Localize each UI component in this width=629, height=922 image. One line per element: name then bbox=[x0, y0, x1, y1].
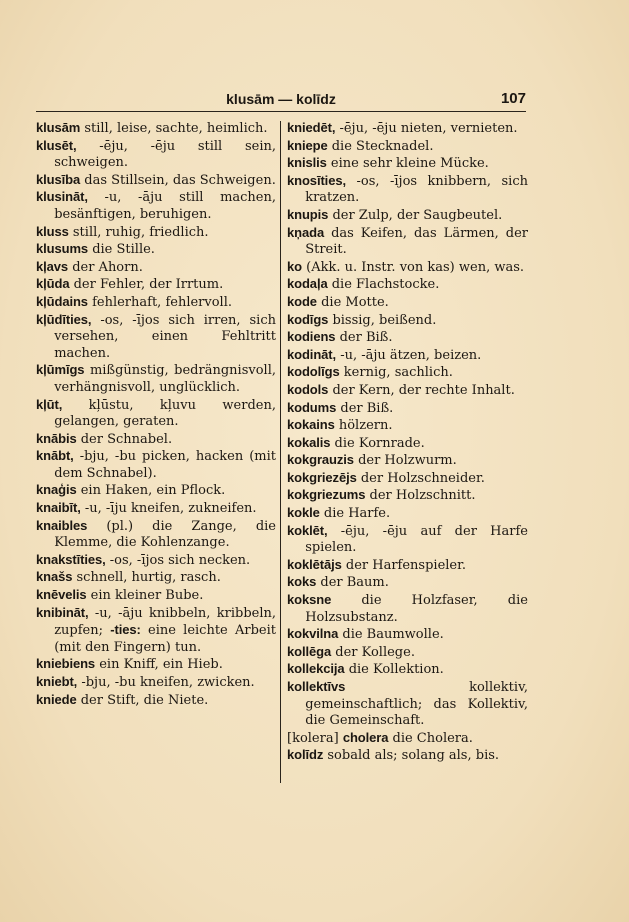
dictionary-entry bbox=[36, 500, 276, 518]
dictionary-entry bbox=[287, 382, 528, 400]
entry-prefix: [kolera] bbox=[287, 730, 339, 746]
page-number: 107 bbox=[500, 90, 526, 107]
entry-definition: (pl.) die Zange, die Klemme, die Kohlenzange. bbox=[54, 518, 276, 551]
entry-headword: knaibīt, bbox=[36, 500, 81, 516]
entry-definition: die Motte. bbox=[321, 294, 389, 310]
entry-definition: (Akk. u. Instr. von kas) wen, was. bbox=[306, 259, 525, 275]
running-head: klusām — kolīdz bbox=[226, 91, 336, 107]
dictionary-entry bbox=[287, 557, 528, 575]
entry-headword: kollektīvs bbox=[287, 679, 346, 694]
entry-headword: kniede bbox=[36, 691, 77, 707]
entry-headword: kņada bbox=[287, 224, 325, 240]
entry-definition: -u, -āju still machen, besänftigen, beruhigen. bbox=[54, 190, 276, 222]
dictionary-entry bbox=[36, 552, 276, 570]
entry-headword: kodināt, bbox=[287, 346, 337, 362]
entry-definition: die Baumwolle. bbox=[342, 627, 444, 643]
entry-definition: der Biß. bbox=[339, 330, 393, 346]
entry-headword: kodiens bbox=[287, 329, 336, 345]
entry-definition: kollektiv, gemeinschaftlich; das Kollektiv, die Gemeinschaft. bbox=[305, 680, 528, 729]
entry-definition: -os, -ījos knibbern, sich kratzen. bbox=[305, 173, 528, 206]
dictionary-entry bbox=[287, 452, 528, 470]
entry-definition: -ēju, -ēju nieten, vernieten. bbox=[339, 121, 518, 136]
entry-headword: kokgrauzis bbox=[287, 452, 354, 468]
dictionary-entry bbox=[36, 605, 276, 657]
dictionary-entry bbox=[36, 120, 276, 138]
entry-headword: kokalis bbox=[287, 434, 331, 450]
entry-headword: kļūdīties, bbox=[36, 311, 92, 327]
entry-definition: -u, -āju knibbeln, kribbeln, zupfen; bbox=[54, 605, 277, 639]
entry-definition: der Fehler, der Irrtum. bbox=[73, 277, 224, 293]
entry-definition: der Harfenspieler. bbox=[345, 557, 467, 573]
dictionary-entry bbox=[287, 487, 528, 505]
entry-definition: fehlerhaft, fehlervoll. bbox=[92, 294, 233, 310]
entry-definition: -os, -ījos sich irren, sich versehen, einen Fehltritt machen. bbox=[54, 312, 276, 361]
dictionary-entry bbox=[36, 312, 276, 363]
dictionary-entry bbox=[287, 592, 528, 626]
entry-definition: der Holzwurm. bbox=[358, 453, 457, 469]
entry-headword: kniebt, bbox=[36, 674, 78, 689]
dictionary-entry bbox=[287, 225, 528, 259]
entry-definition: eine sehr kleine Mücke. bbox=[330, 156, 489, 172]
entry-definition: der Holzschnitt. bbox=[369, 488, 476, 504]
entry-headword: kodīgs bbox=[287, 311, 329, 327]
entry-headword: kniedēt, bbox=[287, 120, 336, 135]
entry-definition: -os, -ījos sich necken. bbox=[109, 552, 251, 568]
dictionary-entry bbox=[287, 120, 528, 138]
entry-definition: der Kern, der rechte Inhalt. bbox=[332, 382, 515, 398]
entry-headword: kodolīgs bbox=[287, 364, 340, 380]
entry-definition: sobald als; solang als, bis. bbox=[327, 748, 500, 764]
entry-headword: kode bbox=[287, 293, 317, 309]
left-column bbox=[36, 120, 276, 709]
dictionary-entry bbox=[287, 138, 528, 156]
entry-headword: knašs bbox=[36, 569, 73, 585]
page-header bbox=[36, 89, 526, 112]
entry-headword: knābis bbox=[36, 430, 77, 446]
entry-definition: der Kollege. bbox=[335, 644, 415, 660]
entry-definition: die Flachstocke. bbox=[331, 277, 440, 293]
column-divider bbox=[280, 121, 281, 783]
entry-definition: das Stillsein, das Schweigen. bbox=[84, 172, 276, 188]
entry-headword: kokgriezums bbox=[287, 487, 366, 503]
entry-headword: klusām bbox=[36, 120, 81, 135]
entry-definition: der Zulp, der Saugbeutel. bbox=[332, 207, 503, 223]
dictionary-entry bbox=[36, 431, 276, 449]
dictionary-entry bbox=[287, 347, 528, 365]
dictionary-entry bbox=[36, 224, 276, 242]
entry-definition: die Cholera. bbox=[392, 730, 473, 746]
dictionary-entry bbox=[287, 679, 528, 730]
entry-headword: klusēt, bbox=[36, 137, 77, 153]
entry-headword: kokgriezējs bbox=[287, 469, 357, 485]
entry-headword: kodums bbox=[287, 399, 337, 415]
dictionary-entry bbox=[287, 294, 528, 312]
entry-headword: kļūt, bbox=[36, 396, 63, 412]
dictionary-entry bbox=[287, 730, 528, 748]
entry-headword: kollēga bbox=[287, 643, 332, 659]
entry-definition: der Stift, die Niete. bbox=[80, 692, 209, 708]
entry-headword: knosīties, bbox=[287, 172, 346, 188]
dictionary-entry bbox=[36, 569, 276, 587]
dictionary-entry bbox=[287, 173, 528, 207]
entry-headword: kļūmīgs bbox=[36, 362, 85, 378]
dictionary-entry bbox=[287, 400, 528, 418]
entry-definition: die Harfe. bbox=[323, 506, 391, 522]
entry-definition: die Kornrade. bbox=[334, 435, 425, 451]
dictionary-entry bbox=[36, 692, 276, 710]
dictionary-entry bbox=[287, 312, 528, 330]
entry-definition: -u, -īju kneifen, zukneifen. bbox=[84, 501, 257, 517]
dictionary-entry bbox=[36, 259, 276, 277]
entry-headword: klusināt, bbox=[36, 189, 88, 205]
entry-definition: ein Kniff, ein Hieb. bbox=[99, 657, 223, 673]
dictionary-entry bbox=[287, 155, 528, 173]
dictionary-entry bbox=[36, 518, 276, 552]
entry-definition: die Stille. bbox=[92, 242, 155, 258]
dictionary-entry bbox=[287, 626, 528, 644]
dictionary-entry bbox=[287, 661, 528, 679]
entry-definition: die Holzfaser, die Holzsubstanz. bbox=[305, 593, 528, 625]
entry-headword: knēvelis bbox=[36, 587, 87, 603]
entry-definition: -u, -āju ätzen, beizen. bbox=[340, 347, 482, 363]
dictionary-entry bbox=[36, 656, 276, 674]
dictionary-entry bbox=[287, 574, 528, 592]
entry-definition: kļūstu, kļuvu werden, gelangen, geraten. bbox=[54, 397, 276, 430]
dictionary-entry bbox=[36, 172, 276, 190]
entry-headword: kodaļa bbox=[287, 276, 328, 292]
entry-headword: kokle bbox=[287, 505, 320, 521]
entry-definition: der Schnabel. bbox=[80, 431, 173, 447]
entry-subheadword: -ties: bbox=[110, 622, 141, 638]
entry-headword: knābt, bbox=[36, 448, 74, 464]
entry-headword: cholera bbox=[342, 729, 389, 745]
entry-definition: hölzern. bbox=[338, 418, 393, 434]
entry-headword: kļūdains bbox=[36, 293, 88, 309]
dictionary-entry bbox=[287, 644, 528, 662]
dictionary-entry bbox=[36, 587, 276, 605]
entry-definition: schnell, hurtig, rasch. bbox=[76, 570, 221, 586]
dictionary-entry bbox=[36, 241, 276, 259]
entry-headword: knaibles bbox=[36, 517, 88, 533]
entry-definition: die Stecknadel. bbox=[331, 138, 434, 154]
entry-headword: kodols bbox=[287, 381, 329, 397]
entry-definition: -bju, -bu picken, hacken (mit dem Schnabel). bbox=[54, 449, 276, 481]
entry-headword: kolīdz bbox=[287, 747, 324, 763]
entry-headword: kniepe bbox=[287, 137, 328, 153]
entry-definition: das Keifen, das Lärmen, der Streit. bbox=[305, 225, 529, 258]
dictionary-entry bbox=[287, 207, 528, 225]
right-column bbox=[287, 120, 528, 765]
dictionary-entry bbox=[36, 448, 276, 482]
entry-definition: still, leise, sachte, heimlich. bbox=[84, 121, 268, 136]
dictionary-entry bbox=[36, 362, 276, 396]
entry-headword: knibināt, bbox=[36, 604, 89, 620]
dictionary-entry bbox=[36, 138, 276, 172]
entry-definition: der Biß. bbox=[340, 400, 394, 416]
entry-headword: kluss bbox=[36, 223, 69, 239]
entry-definition: der Baum. bbox=[320, 575, 389, 591]
entry-definition: -bju, -bu kneifen, zwicken. bbox=[81, 675, 255, 690]
entry-headword: kokains bbox=[287, 417, 335, 433]
entry-definition: ein kleiner Bube. bbox=[90, 588, 204, 604]
entry-headword: knakstīties, bbox=[36, 551, 106, 567]
entry-definition: der Holzschneider. bbox=[360, 470, 485, 486]
dictionary-entry bbox=[287, 329, 528, 347]
dictionary-entry bbox=[36, 294, 276, 312]
entry-definition: der Ahorn. bbox=[72, 259, 143, 275]
entry-definition: bissig, beißend. bbox=[332, 312, 437, 328]
dictionary-entry bbox=[287, 747, 528, 765]
entry-definition: ein Haken, ein Pflock. bbox=[80, 483, 226, 499]
dictionary-entry bbox=[36, 482, 276, 500]
entry-headword: kollekcija bbox=[287, 661, 345, 677]
entry-headword: knislis bbox=[287, 155, 327, 171]
entry-headword: koklētājs bbox=[287, 556, 342, 572]
dictionary-entry bbox=[36, 189, 276, 223]
entry-headword: ko bbox=[287, 258, 302, 274]
dictionary-entry bbox=[287, 364, 528, 382]
dictionary-entry bbox=[36, 276, 276, 294]
entry-headword: kniebiens bbox=[36, 656, 96, 672]
dictionary-entry bbox=[36, 397, 276, 431]
entry-headword: kļavs bbox=[36, 258, 69, 274]
entry-definition: kernig, sachlich. bbox=[343, 365, 453, 381]
entry-headword: kļūda bbox=[36, 276, 70, 292]
entry-headword: klusums bbox=[36, 241, 89, 257]
entry-headword: koks bbox=[287, 574, 317, 590]
dictionary-entry bbox=[287, 435, 528, 453]
dictionary-entry bbox=[287, 505, 528, 523]
entry-headword: klusība bbox=[36, 171, 81, 187]
entry-definition: mißgünstig, bedrängnisvoll, verhängnisvoll, unglücklich. bbox=[54, 363, 276, 395]
entry-headword: knupis bbox=[287, 206, 329, 222]
dictionary-entry bbox=[287, 523, 528, 557]
entry-subdefinition: eine leichte Arbeit (mit den Fingern) tun. bbox=[54, 623, 277, 655]
dictionary-entry bbox=[287, 276, 528, 294]
entry-definition: -ēju, -ēju auf der Harfe spielen. bbox=[305, 523, 528, 556]
entry-definition: -ēju, -ēju still sein, schweigen. bbox=[54, 138, 276, 171]
entry-headword: kokvilna bbox=[287, 626, 339, 642]
dictionary-entry bbox=[287, 259, 528, 277]
entry-definition: die Kollektion. bbox=[348, 662, 444, 678]
entry-headword: koklēt, bbox=[287, 522, 328, 538]
dictionary-entry bbox=[287, 470, 528, 488]
dictionary-entry bbox=[36, 674, 276, 692]
dictionary-entry bbox=[287, 417, 528, 435]
entry-headword: knaģis bbox=[36, 482, 77, 498]
entry-definition: still, ruhig, friedlich. bbox=[72, 224, 209, 240]
entry-headword: koksne bbox=[287, 592, 332, 608]
